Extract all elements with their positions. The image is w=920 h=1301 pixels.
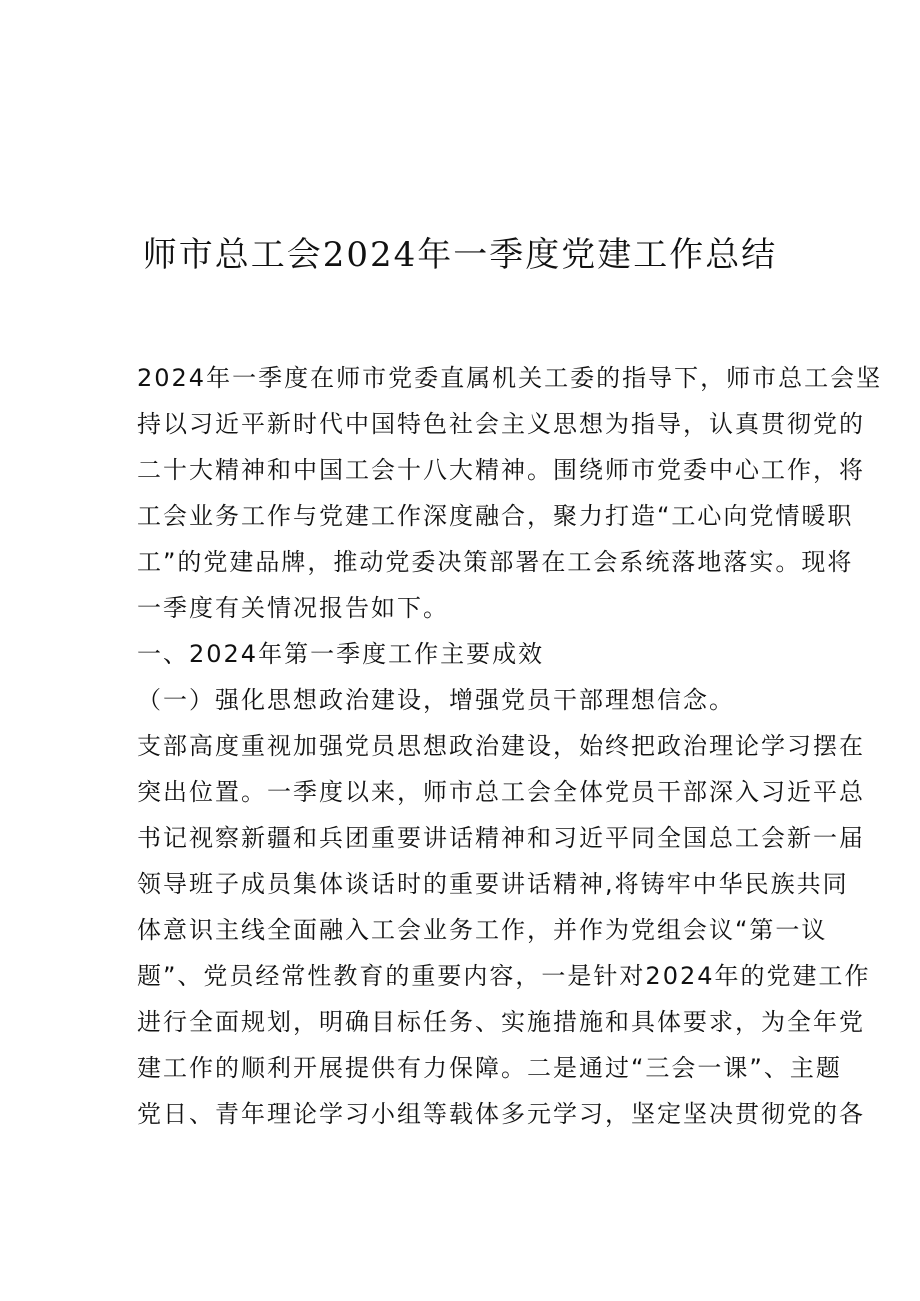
body-line: 工会业务工作与党建工作深度融合，聚力打造“工心向党情暖职 xyxy=(137,502,854,530)
body-line: 工”的党建品牌，推动党委决策部署在工会系统落地落实。现将 xyxy=(137,548,854,576)
body-line: 二十大精神和中国工会十八大精神。围绕师市党委中心工作，将 xyxy=(137,456,865,484)
section-heading: 一、2024年第一季度工作主要成效 xyxy=(137,640,545,668)
body-line: 持以习近平新时代中国特色社会主义思想为指导，认真贯彻党的 xyxy=(137,410,865,438)
subsection-heading: （一）强化思想政治建设，增强党员干部理想信念。 xyxy=(137,686,735,714)
body-line: 建工作的顺利开展提供有力保障。二是通过“三会一课”、主题 xyxy=(137,1054,842,1082)
body-line: 突出位置。一季度以来，师市总工会全体党员干部深入习近平总 xyxy=(137,778,865,806)
body-line: 党日、青年理论学习小组等载体多元学习，坚定坚决贯彻党的各 xyxy=(137,1100,865,1128)
body-line: 进行全面规划，明确目标任务、实施措施和具体要求，为全年党 xyxy=(137,1008,865,1036)
document-title: 师市总工会2024年一季度党建工作总结 xyxy=(142,235,778,275)
body-line: 2024年一季度在师市党委直属机关工委的指导下，师市总工会坚 xyxy=(137,364,883,392)
body-line: 体意识主线全面融入工会业务工作，并作为党组会议“第一议 xyxy=(137,916,828,944)
body-line: 支部高度重视加强党员思想政治建设，始终把政治理论学习摆在 xyxy=(137,732,865,760)
body-line: 书记视察新疆和兵团重要讲话精神和习近平同全国总工会新一届 xyxy=(137,824,865,852)
body-line: 一季度有关情况报告如下。 xyxy=(137,594,449,622)
body-line: 领导班子成员集体谈话时的重要讲话精神,将铸牢中华民族共同 xyxy=(137,870,849,898)
body-line: 题”、党员经常性教育的重要内容，一是针对2024年的党建工作 xyxy=(137,962,871,990)
